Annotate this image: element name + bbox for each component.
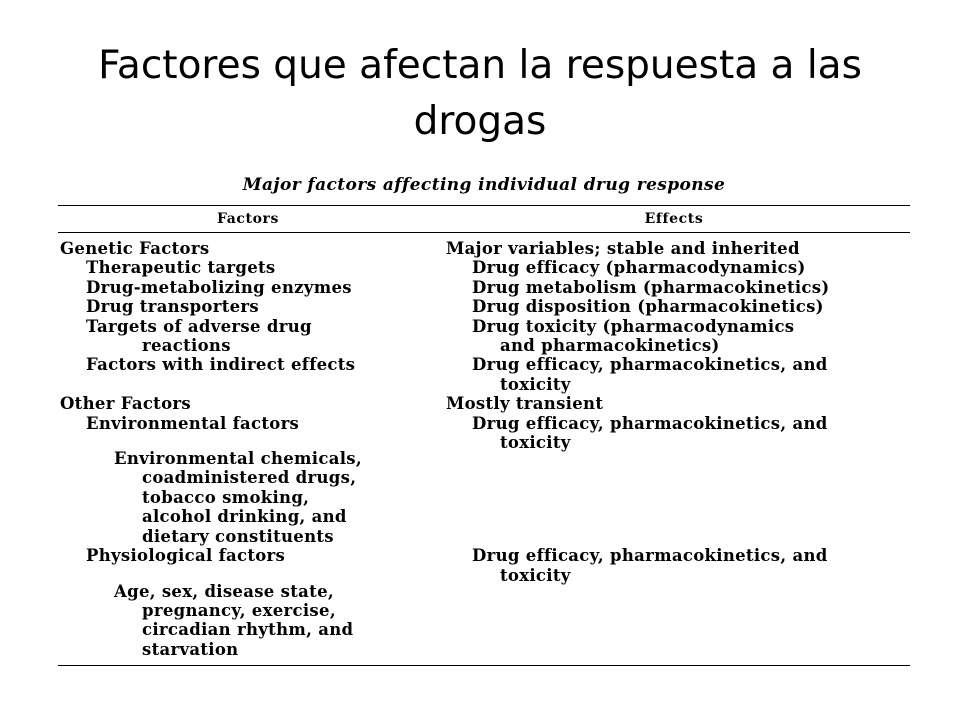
effect-cell-continuation: toxicity bbox=[500, 565, 571, 585]
effect-cell: Drug efficacy, pharmacokinetics, and bbox=[472, 413, 828, 433]
effect-cell-continuation: toxicity bbox=[500, 374, 571, 394]
effect-cell: Drug efficacy, pharmacokinetics, and bbox=[472, 546, 828, 566]
factor-cell: Drug-metabolizing enzymes bbox=[86, 277, 352, 297]
effect-cell: Drug efficacy, pharmacokinetics, and bbox=[472, 355, 828, 375]
factor-detail: starvation bbox=[142, 639, 239, 659]
factor-detail: circadian rhythm, and bbox=[142, 620, 354, 640]
factor-cell: Other Factors bbox=[60, 394, 191, 414]
header-effects: Effects bbox=[644, 211, 704, 227]
table-row-indirect-effects bbox=[58, 355, 910, 394]
table-header-row bbox=[58, 206, 910, 232]
table-bottom-rule bbox=[58, 665, 910, 666]
row-spacer bbox=[58, 566, 444, 582]
slide-title-line-1: Factores que afectan la respuesta a las bbox=[98, 43, 862, 88]
drug-response-table bbox=[58, 173, 910, 666]
table-row-therapeutic-targets bbox=[58, 258, 910, 277]
effect-cell: Drug disposition (pharmacokinetics) bbox=[472, 297, 824, 317]
factor-detail: Environmental chemicals, bbox=[114, 449, 362, 469]
factor-detail: pregnancy, exercise, bbox=[142, 600, 336, 620]
table-body bbox=[58, 233, 910, 665]
table-row-drug-transporters bbox=[58, 297, 910, 316]
effect-cell: Drug efficacy (pharmacodynamics) bbox=[472, 258, 806, 278]
table-row-environmental-factors bbox=[58, 414, 910, 546]
factor-cell-continuation: reactions bbox=[142, 336, 231, 356]
factor-detail: coadministered drugs, bbox=[142, 468, 357, 488]
factor-cell: Factors with indirect effects bbox=[86, 355, 356, 375]
effect-cell: Mostly transient bbox=[446, 394, 604, 414]
table-row-targets-adverse-reactions bbox=[58, 317, 910, 356]
factor-detail: alcohol drinking, and bbox=[142, 507, 347, 527]
table-row-genetic-factors bbox=[58, 239, 910, 258]
factor-cell: Drug transporters bbox=[86, 297, 260, 317]
table-caption: Major factors affecting individual drug response bbox=[242, 175, 726, 195]
table-row-other-factors bbox=[58, 394, 910, 413]
factor-cell: Physiological factors bbox=[86, 546, 286, 566]
slide-title bbox=[0, 38, 960, 150]
effect-cell: Drug metabolism (pharmacokinetics) bbox=[472, 277, 830, 297]
table-row-drug-metabolizing-enzymes bbox=[58, 278, 910, 297]
factor-cell: Genetic Factors bbox=[60, 239, 210, 258]
factor-cell: Environmental factors bbox=[86, 413, 300, 433]
effect-cell-continuation: and pharmacokinetics) bbox=[500, 336, 720, 356]
table-row-physiological-factors bbox=[58, 546, 910, 659]
effect-cell: Drug toxicity (pharmacodynamics bbox=[472, 316, 795, 336]
slide-title-line-2: drogas bbox=[413, 99, 547, 144]
factor-detail: dietary constituents bbox=[142, 526, 334, 546]
header-factors: Factors bbox=[216, 211, 280, 227]
effect-cell-continuation: toxicity bbox=[500, 433, 571, 453]
factor-cell: Targets of adverse drug bbox=[86, 316, 312, 336]
factor-detail: Age, sex, disease state, bbox=[114, 581, 334, 601]
factor-cell: Therapeutic targets bbox=[86, 258, 276, 278]
row-spacer bbox=[58, 433, 444, 449]
factor-detail: tobacco smoking, bbox=[142, 487, 310, 507]
effect-cell: Major variables; stable and inherited bbox=[446, 239, 800, 258]
